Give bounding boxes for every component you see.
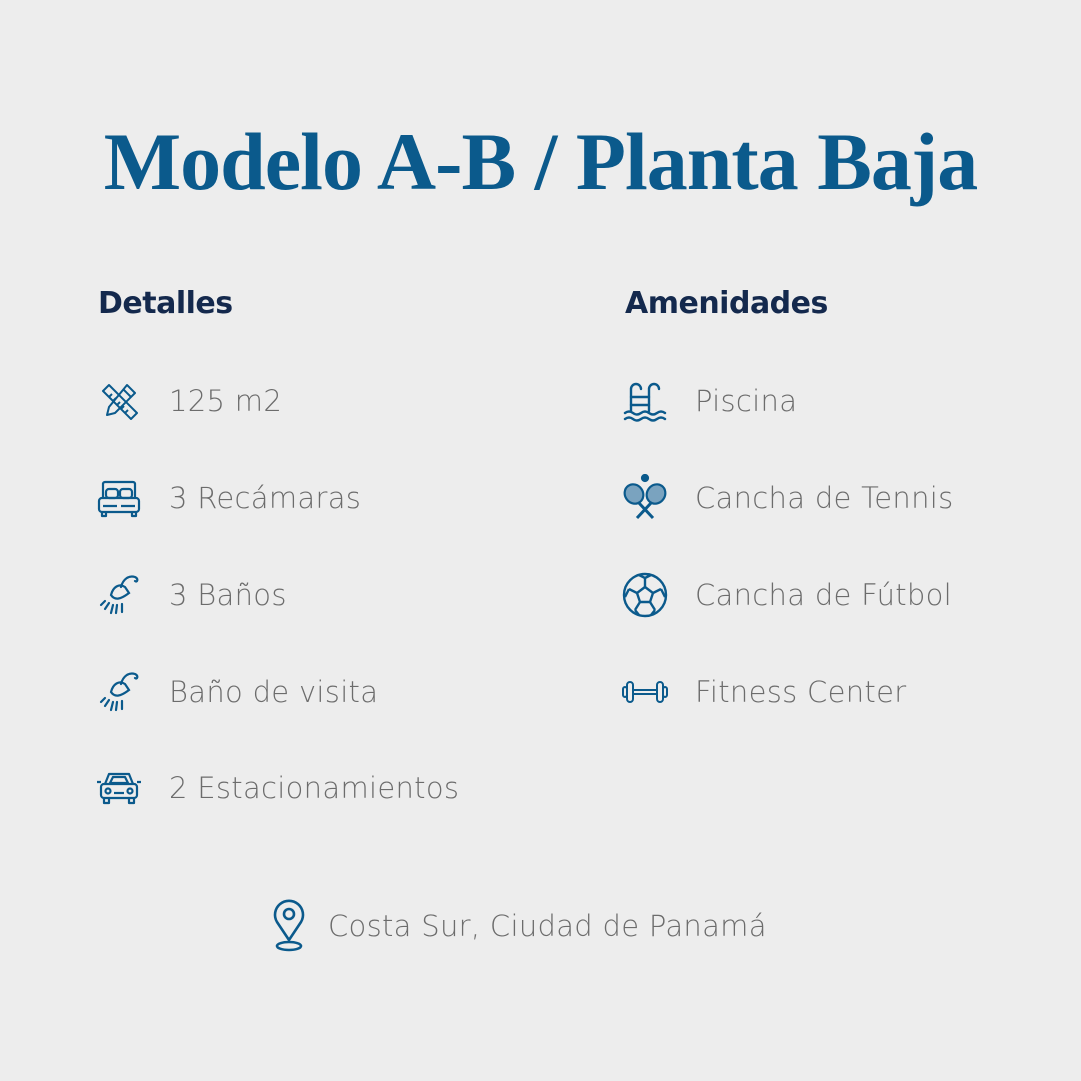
detail-label: 125 m2 bbox=[169, 384, 283, 418]
pool-icon bbox=[620, 376, 670, 426]
detail-item-bedrooms bbox=[94, 473, 362, 523]
detail-label: Baño de visita bbox=[169, 675, 379, 709]
amenity-item-soccer bbox=[620, 570, 953, 620]
shower-icon bbox=[94, 570, 144, 620]
amenity-label: Piscina bbox=[695, 384, 798, 418]
detail-item-guest-bathroom bbox=[94, 667, 379, 717]
amenity-item-pool bbox=[620, 376, 798, 426]
tennis-icon bbox=[620, 473, 670, 523]
ruler-pencil-icon bbox=[94, 376, 144, 426]
amenities-heading: Amenidades bbox=[625, 286, 828, 321]
page-title: Modelo A-B / Planta Baja bbox=[103, 116, 978, 207]
detail-label: 3 Recámaras bbox=[169, 481, 362, 515]
location-label: Costa Sur, Ciudad de Panamá bbox=[328, 909, 767, 943]
shower-icon bbox=[94, 667, 144, 717]
soccer-ball-icon bbox=[620, 570, 670, 620]
detail-item-parking bbox=[94, 763, 460, 813]
bed-icon bbox=[94, 473, 144, 523]
location bbox=[265, 898, 767, 954]
amenity-item-fitness bbox=[620, 667, 907, 717]
amenity-label: Fitness Center bbox=[695, 675, 907, 709]
detail-label: 2 Estacionamientos bbox=[169, 771, 460, 805]
car-icon bbox=[94, 763, 144, 813]
amenity-label: Cancha de Fútbol bbox=[695, 578, 953, 612]
amenity-label: Cancha de Tennis bbox=[695, 481, 954, 515]
dumbbell-icon bbox=[620, 667, 670, 717]
detail-item-area bbox=[94, 376, 283, 426]
detail-label: 3 Baños bbox=[169, 578, 287, 612]
detail-item-bathrooms bbox=[94, 570, 287, 620]
amenity-item-tennis bbox=[620, 473, 954, 523]
details-heading: Detalles bbox=[98, 286, 233, 321]
map-pin-icon bbox=[265, 898, 313, 954]
